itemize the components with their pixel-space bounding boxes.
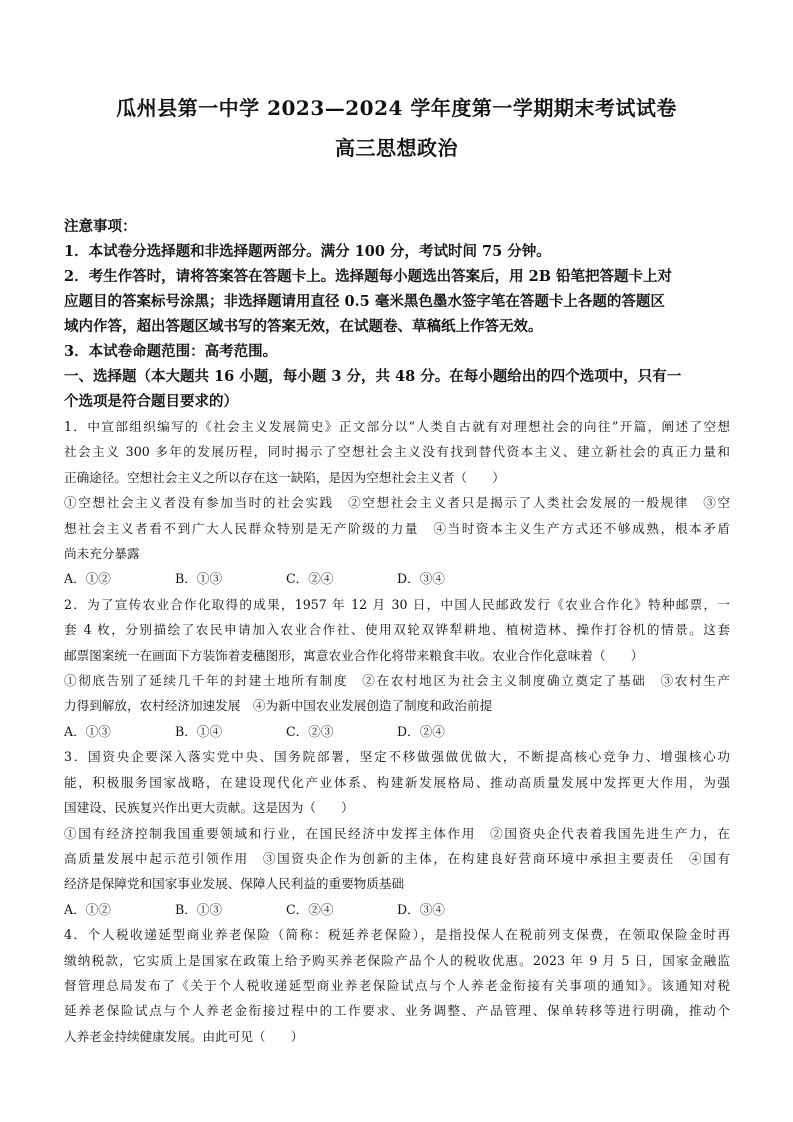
answer-options bbox=[64, 566, 730, 591]
option-c: C．②③ bbox=[286, 723, 334, 739]
question-stem-line: 2．为了宣传农业合作化取得的成果，1957 年 12 月 30 日，中国人民邮政发行《农业合作化》特种邮票，一 bbox=[64, 596, 730, 612]
question-stem-line: 1．中宣部组织编写的《社会主义发展简史》正文部分以“人类自古就有对理想社会的向往”开篇，阐述了空想 bbox=[64, 419, 730, 434]
statement-line: ①空想社会主义者没有参加当时的社会实践 ②空想社会主义者只是揭示了人类社会发展的一般规律 ③空 bbox=[64, 495, 730, 511]
questions-section bbox=[64, 414, 730, 1049]
question-stem-line: 延养老保险试点与个人养老金衔接过程中的工作要求、业务调整、产品管理、保单转移等进行明确，推动个 bbox=[64, 1003, 730, 1019]
question-stem-line: 邮票图案统一在画面下方装饰着麦穗图形，寓意农业合作化将带来粮食丰收。农业合作化意味着（ ） bbox=[64, 647, 644, 663]
statement-line: 力得到解放，农村经济加速发展 ④为新中国农业发展创造了制度和政治前提 bbox=[64, 698, 493, 714]
note-line: 应题目的答案标号涂黑；非选择题请用直径 0.5 毫米黑色墨水签字笔在答题卡上各题的答题区 bbox=[64, 293, 665, 310]
note-line: 3．本试卷命题范围：高考范围。 bbox=[64, 343, 278, 360]
question-2 bbox=[64, 592, 730, 744]
option-b: B．①④ bbox=[175, 723, 223, 739]
option-d: D．③④ bbox=[397, 571, 445, 587]
option-c: C．②④ bbox=[286, 901, 334, 917]
notes-section bbox=[64, 214, 730, 414]
answer-options bbox=[64, 719, 730, 744]
statement-line: 高质量发展中起示范引领作用 ③国资央企作为创新的主体，在构建良好营商环境中承担主要责任 ④国有 bbox=[64, 850, 730, 866]
option-d: D．③④ bbox=[397, 901, 445, 917]
option-c: C．②④ bbox=[286, 571, 334, 587]
question-3 bbox=[64, 744, 730, 922]
option-b: B．①③ bbox=[175, 571, 223, 587]
statement-line: ①国有经济控制我国重要领域和行业，在国民经济中发挥主体作用 ②国资央企代表着我国先进生产力，在 bbox=[64, 825, 730, 841]
statement-line: 想社会主义者看不到广大人民群众特别是无产阶级的力量 ④当时资本主义生产方式还不够成熟，根本矛盾 bbox=[64, 520, 730, 536]
question-stem-line: 4．个人税收递延型商业养老保险（简称：税延养老保险），是指投保人在税前列支保费，在领取保险金时再 bbox=[64, 927, 730, 943]
note-line: 2．考生作答时，请将答案答在答题卡上。选择题每小题选出答案后，用 2B 铅笔把答题卡上对 bbox=[64, 268, 673, 285]
section-heading: 一、选择题（本大题共 16 小题，每小题 3 分，共 48 分。在每小题给出的四个选项中，只有一 bbox=[64, 368, 682, 385]
notes-heading: 注意事项： bbox=[64, 218, 137, 235]
statement-line: 尚未充分暴露 bbox=[64, 546, 140, 562]
option-d: D．②④ bbox=[397, 723, 445, 739]
page-title: 瓜州县第一中学 2023—2024 学年度第一学期期末考试试卷 bbox=[116, 96, 677, 120]
note-line: 1．本试卷分选择题和非选择题两部分。满分 100 分，考试时间 75 分钟。 bbox=[64, 243, 551, 260]
note-line: 域内作答，超出答题区域书写的答案无效，在试题卷、草稿纸上作答无效。 bbox=[64, 318, 543, 335]
question-stem-line: 社会主义 300 多年的发展历程，同时揭示了空想社会主义没有找到替代资本主义、建立新社会的真正力量和 bbox=[64, 444, 730, 460]
question-4 bbox=[64, 922, 730, 1049]
question-stem-line: 3．国资央企要深入落实党中央、国务院部署，坚定不移做强做优做大，不断提高核心竞争力、增强核心功 bbox=[64, 749, 730, 765]
question-stem-line: 正确途径。空想社会主义之所以存在这一缺陷，是因为空想社会主义者（ ） bbox=[64, 469, 505, 485]
question-stem-line: 国建设、民族复兴作出更大贡献。这是因为（ ） bbox=[64, 800, 354, 816]
option-b: B．①③ bbox=[175, 901, 223, 917]
question-stem-line: 人养老金持续健康发展。由此可见（ ） bbox=[64, 1028, 304, 1044]
statement-line: 经济是保障党和国家事业发展、保障人民利益的重要物质基础 bbox=[64, 876, 405, 892]
option-a: A．①② bbox=[64, 901, 111, 917]
question-stem-line: 套 4 枚，分别描绘了农民申请加入农业合作社、使用双轮双铧犁耕地、植树造林、操作打谷机的情景。这套 bbox=[64, 622, 730, 638]
option-a: A．①③ bbox=[64, 723, 111, 739]
question-1 bbox=[64, 414, 730, 592]
section-heading: 个选项是符合题目要求的） bbox=[64, 393, 238, 410]
statement-line: ①彻底告别了延续几千年的封建土地所有制度 ②在农村地区为社会主义制度确立奠定了基础 ③农村生产 bbox=[64, 673, 730, 689]
answer-options bbox=[64, 897, 730, 922]
question-stem-line: 能，积极服务国家战略，在建设现代化产业体系、构建新发展格局、推动高质量发展中发挥更大作用，为强 bbox=[64, 774, 730, 790]
question-stem-line: 缴纳税款，它实质上是国家在政策上给予购买养老保险产品个人的税收优惠。2023 年 9 月 5 日，国家金融监 bbox=[64, 952, 730, 968]
option-a: A．①② bbox=[64, 571, 111, 587]
question-stem-line: 督管理总局发布了《关于个人税收递延型商业养老保险试点与个人养老金衔接有关事项的通知》。该通知对税 bbox=[64, 977, 730, 993]
page-subtitle: 高三思想政治 bbox=[335, 136, 458, 160]
